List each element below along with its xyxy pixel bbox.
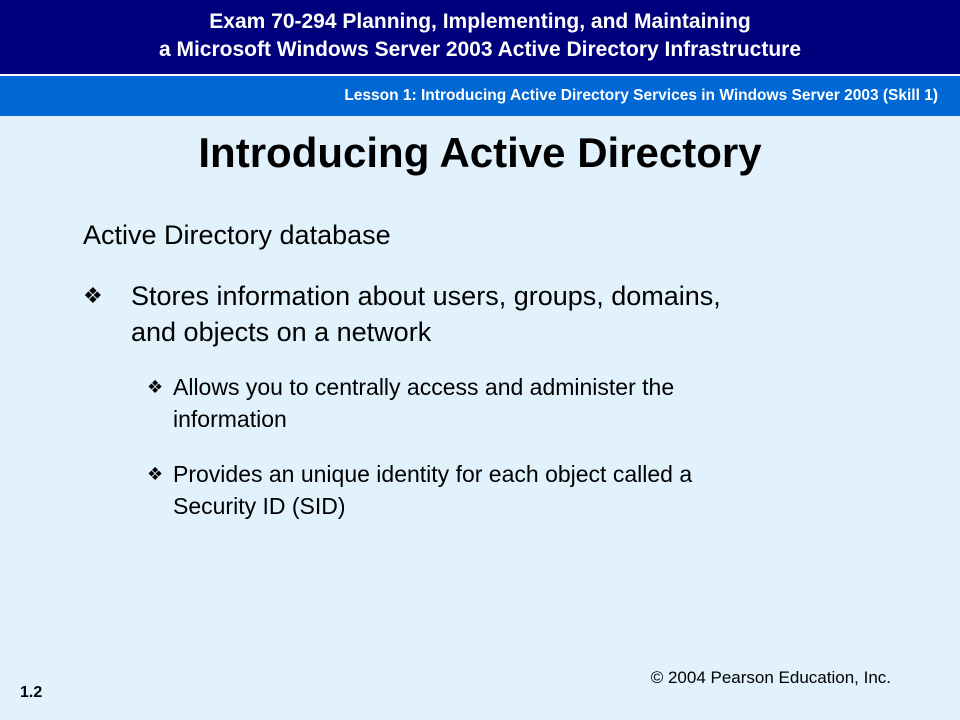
copyright-notice: © 2004 Pearson Education, Inc. (650, 668, 891, 687)
bullet-text-line-2: and objects on a network (131, 317, 432, 347)
header-title-line-2: a Microsoft Windows Server 2003 Active Directory Infrastructure (158, 38, 802, 61)
header-banner (0, 0, 960, 76)
diamond-bullet-icon: ❖ (147, 377, 164, 397)
lesson-banner (0, 76, 960, 116)
sub-bullet-text-line-1: Allows you to centrally access and administer the (173, 374, 675, 400)
sub-bullet-text-line-2: Security ID (SID) (173, 493, 346, 519)
intro-text: Active Directory database (83, 220, 391, 250)
diamond-bullet-icon: ❖ (147, 464, 164, 484)
slide-number: 1.2 (20, 684, 43, 701)
bullet-stores-information (83, 278, 721, 350)
header-title-line-1: Exam 70-294 Planning, Implementing, and Maintaining (209, 10, 751, 33)
sub-bullet-text-line-1: Provides an unique identity for each object called a (173, 461, 693, 487)
bullet-text-line-1: Stores information about users, groups, domains, (131, 281, 721, 311)
slide-title: Introducing Active Directory (198, 129, 762, 176)
sub-bullet-unique-identity (147, 458, 692, 522)
sub-bullet-central-access (147, 371, 674, 435)
sub-bullet-text-line-2: information (173, 406, 287, 432)
diamond-bullet-icon: ❖ (83, 283, 103, 308)
lesson-title: Lesson 1: Introducing Active Directory Services in Windows Server 2003 (Skill 1) (344, 87, 938, 104)
